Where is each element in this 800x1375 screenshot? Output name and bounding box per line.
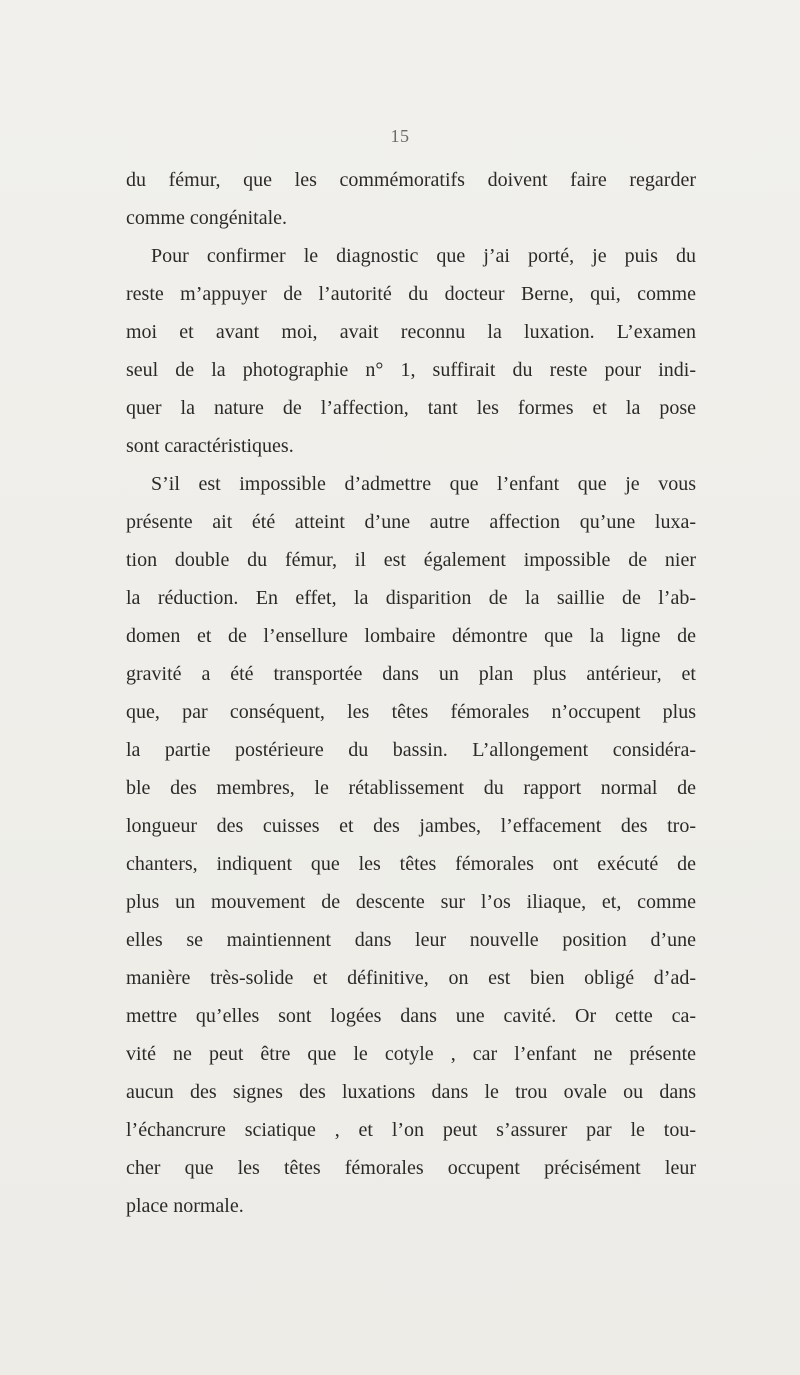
- text-line: Pour confirmer le diagnostic que j’ai porté, je puis du: [151, 245, 696, 267]
- text-line: seul de la photographie n° 1, suffirait du reste pour indi-: [126, 359, 696, 381]
- text-line: moi et avant moi, avait reconnu la luxation. L’examen: [126, 321, 696, 343]
- text-line: cher que les têtes fémorales occupent précisément leur: [126, 1157, 696, 1179]
- text-line: sont caractéristiques.: [126, 435, 294, 457]
- page-number: 15: [390, 126, 410, 146]
- text-line: la partie postérieure du bassin. L’allongement considéra-: [126, 739, 696, 761]
- text-line: quer la nature de l’affection, tant les formes et la pose: [126, 397, 696, 419]
- text-line: plus un mouvement de descente sur l’os iliaque, et, comme: [126, 891, 696, 913]
- text-line: ble des membres, le rétablissement du rapport normal de: [126, 777, 696, 799]
- body-text: [126, 161, 696, 1225]
- text-line: l’échancrure sciatique , et l’on peut s’assurer par le tou-: [126, 1119, 696, 1141]
- text-line: reste m’appuyer de l’autorité du docteur Berne, qui, comme: [126, 283, 696, 305]
- text-line: longueur des cuisses et des jambes, l’effacement des tro-: [126, 815, 696, 837]
- text-line: du fémur, que les commémoratifs doivent faire regarder: [126, 169, 696, 191]
- text-line: vité ne peut être que le cotyle , car l’enfant ne présente: [126, 1043, 696, 1065]
- text-line: comme congénitale.: [126, 207, 288, 229]
- text-line: mettre qu’elles sont logées dans une cavité. Or cette ca-: [126, 1005, 696, 1027]
- text-line: domen et de l’ensellure lombaire démontre que la ligne de: [126, 625, 696, 647]
- text-line: chanters, indiquent que les têtes fémorales ont exécuté de: [126, 853, 696, 875]
- text-line: elles se maintiennent dans leur nouvelle position d’une: [126, 929, 696, 951]
- text-line: place normale.: [126, 1195, 244, 1217]
- text-line: présente ait été atteint d’une autre affection qu’une luxa-: [126, 511, 696, 533]
- text-line: aucun des signes des luxations dans le trou ovale ou dans: [126, 1081, 696, 1103]
- text-line: manière très-solide et définitive, on est bien obligé d’ad-: [126, 967, 696, 989]
- text-line: S’il est impossible d’admettre que l’enfant que je vous: [151, 473, 696, 495]
- text-line: que, par conséquent, les têtes fémorales n’occupent plus: [126, 701, 696, 723]
- text-line: la réduction. En effet, la disparition de la saillie de l’ab-: [126, 587, 696, 609]
- text-line: tion double du fémur, il est également impossible de nier: [126, 549, 696, 571]
- text-line: gravité a été transportée dans un plan plus antérieur, et: [126, 663, 696, 685]
